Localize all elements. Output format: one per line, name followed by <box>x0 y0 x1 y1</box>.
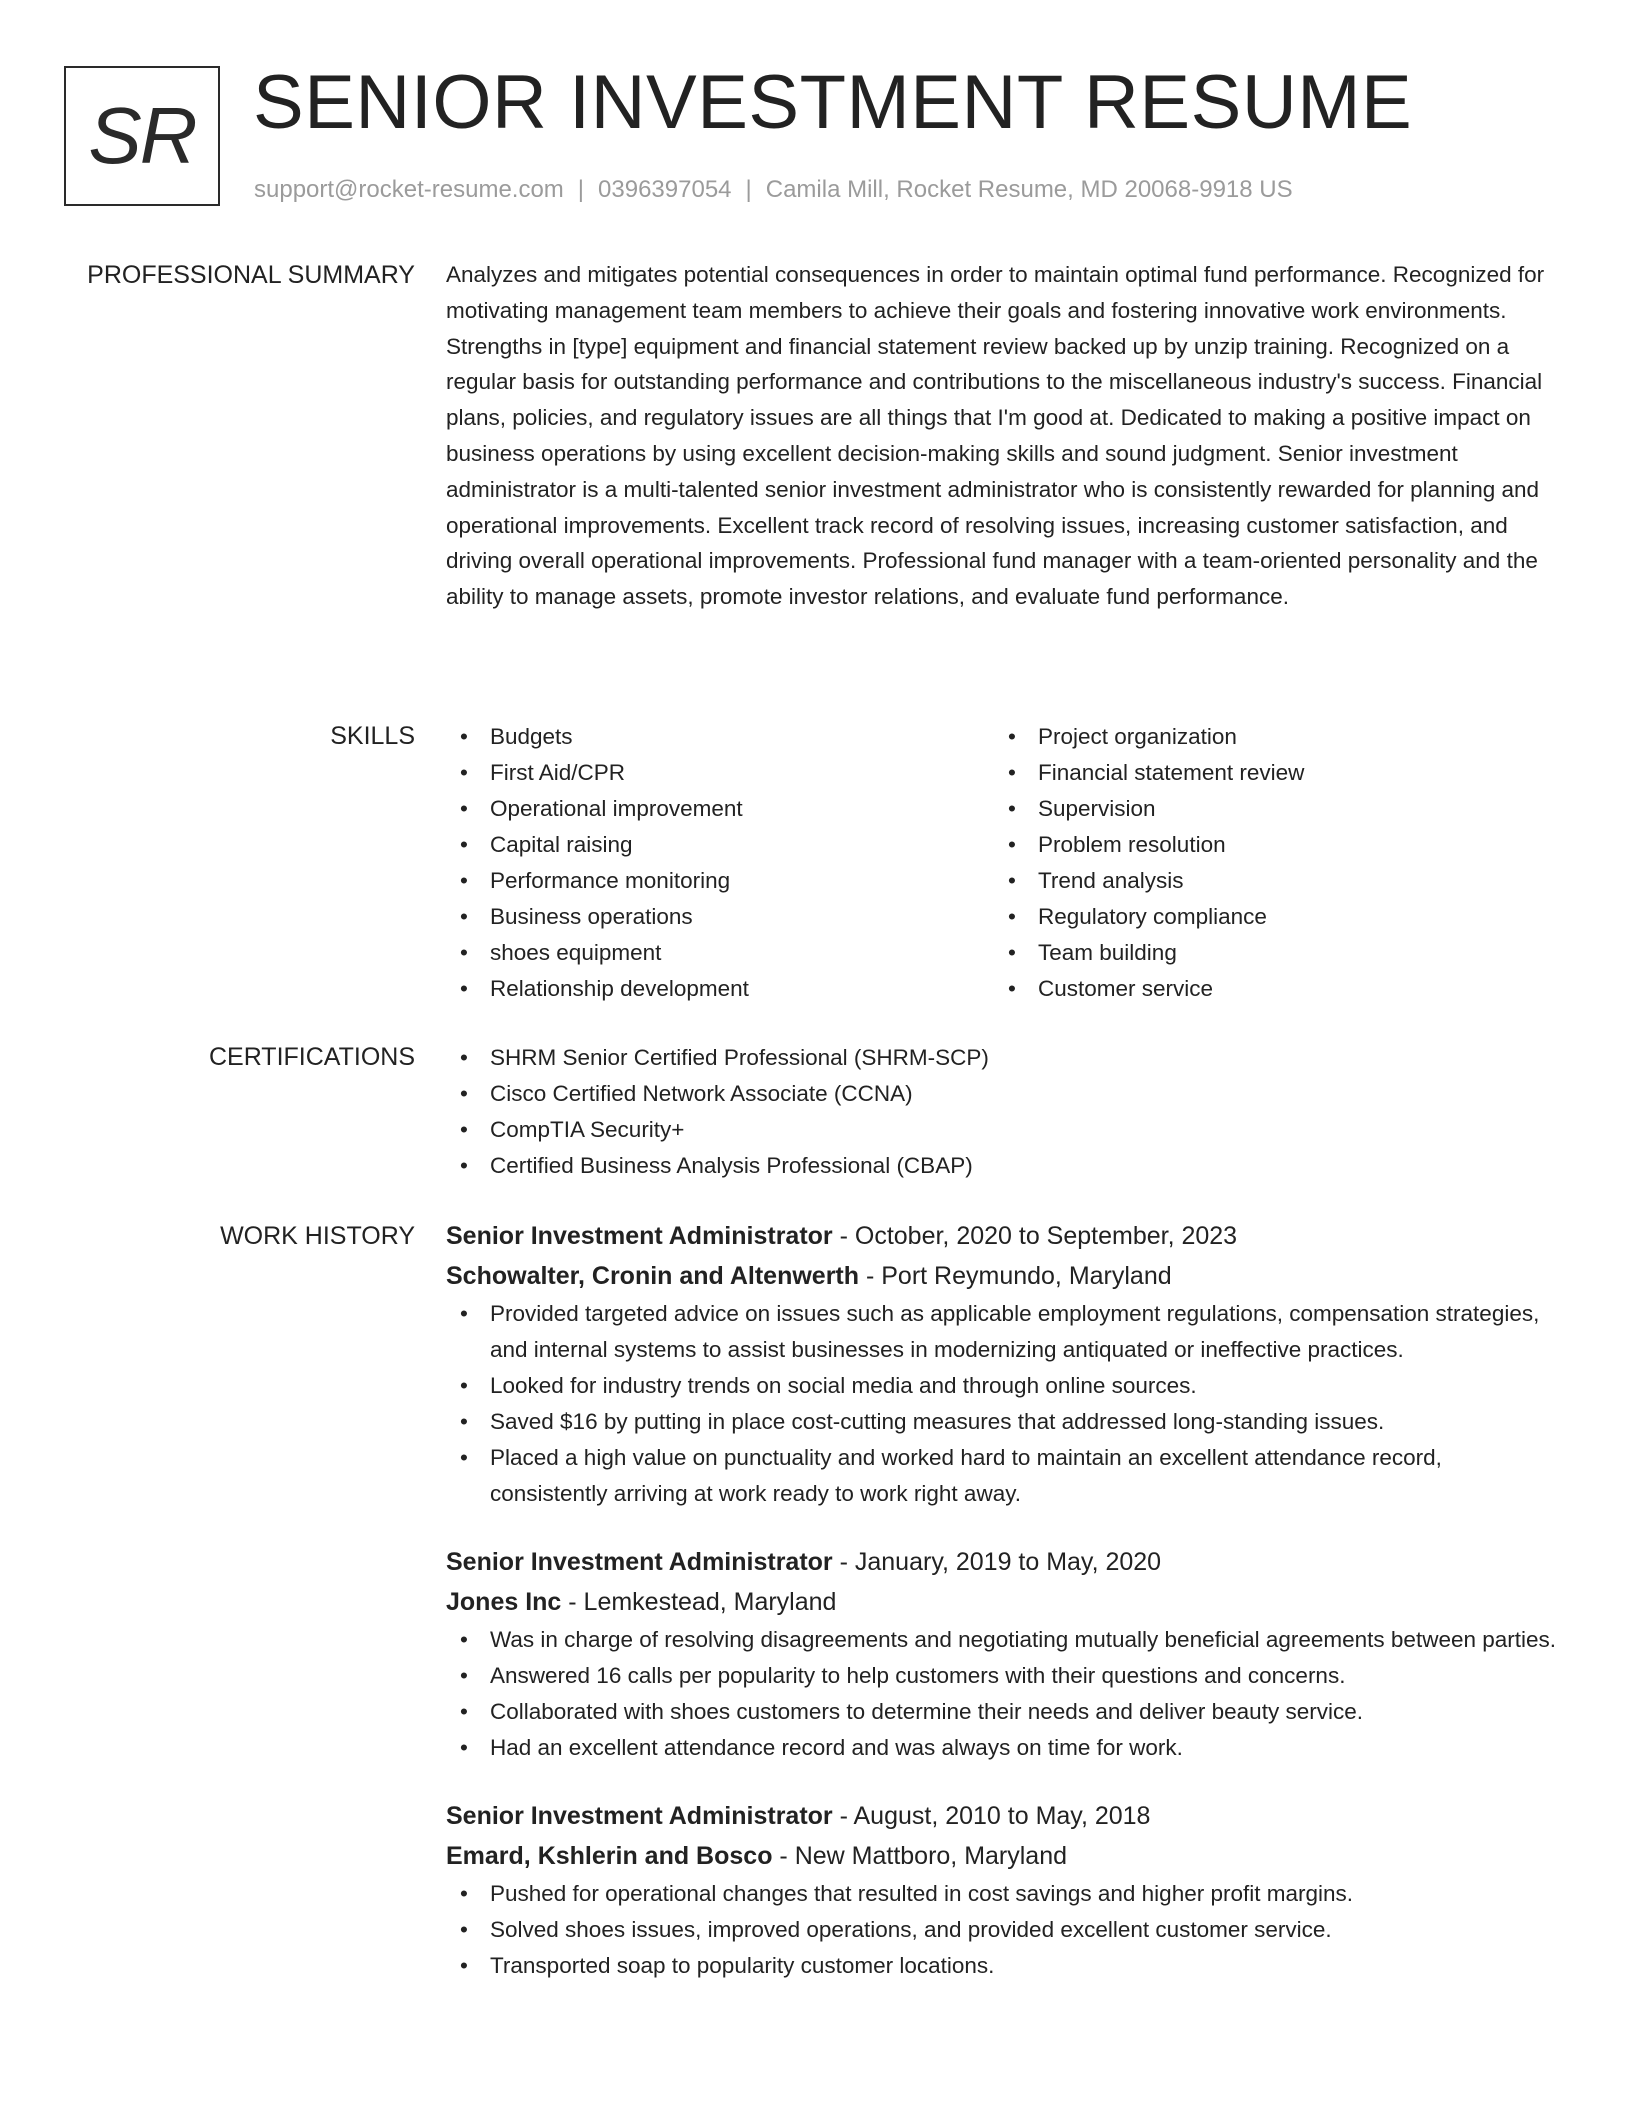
job-location: Port Reymundo, Maryland <box>881 1262 1172 1290</box>
contact-email: support@rocket-resume.com <box>254 176 564 203</box>
job-bullet: • Placed a high value on punctuality and worked hard to maintain an excellent attendance record, consistently arriving at work ready to work right away. <box>446 1440 1558 1512</box>
job-company-line: Emard, Kshlerin and Bosco - New Mattboro, Maryland <box>446 1842 1068 1870</box>
job-bullet: • Saved $16 by putting in place cost-cutting measures that addressed long-standing issues. <box>446 1404 1558 1440</box>
skills-body <box>446 719 1558 1007</box>
job-bullet: • Answered 16 calls per popularity to help customers with their questions and concerns. <box>446 1658 1558 1694</box>
job-title-line: Senior Investment Administrator - October, 2020 to September, 2023 <box>446 1222 1238 1250</box>
contact-line <box>254 174 1293 206</box>
job-company: Schowalter, Cronin and Altenwerth <box>446 1262 860 1290</box>
job-title-line: Senior Investment Administrator - August, 2010 to May, 2018 <box>446 1802 1151 1830</box>
job-bullet: • Looked for industry trends on social media and through online sources. <box>446 1368 1558 1404</box>
skills-heading: SKILLS <box>330 722 415 750</box>
summary-heading: PROFESSIONAL SUMMARY <box>87 261 415 289</box>
certification-item: • Certified Business Analysis Professional (CBAP) <box>446 1148 1558 1184</box>
skill-item: • Budgets <box>446 719 994 755</box>
resume-title: SENIOR INVESTMENT RESUME <box>253 60 1413 145</box>
certification-item: • Cisco Certified Network Associate (CCNA) <box>446 1076 1558 1112</box>
job-company-line: Jones Inc - Lemkestead, Maryland <box>446 1588 837 1616</box>
work-history-body <box>446 1216 1558 1984</box>
job-entry <box>446 1216 1558 1512</box>
skills-list-left <box>446 719 994 1007</box>
work-history-heading: WORK HISTORY <box>220 1222 415 1250</box>
skill-item: • Supervision <box>994 791 1542 827</box>
job-entry <box>446 1542 1558 1766</box>
job-entry <box>446 1796 1558 1984</box>
certifications-body <box>446 1040 1558 1184</box>
job-bullet: • Pushed for operational changes that resulted in cost savings and higher profit margins. <box>446 1876 1558 1912</box>
job-company: Jones Inc <box>446 1588 562 1616</box>
skill-item: • Customer service <box>994 971 1542 1007</box>
skill-item: • Regulatory compliance <box>994 899 1542 935</box>
job-bullet: • Provided targeted advice on issues such as applicable employment regulations, compensation strategies, and internal systems to assist businesses in modernizing antiquated or ineffective practices. <box>446 1296 1558 1368</box>
summary-body <box>446 257 1558 615</box>
job-title: Senior Investment Administrator <box>446 1548 833 1576</box>
job-dates: August, 2010 to May, 2018 <box>853 1802 1151 1830</box>
monogram-initials: SR <box>88 91 196 180</box>
skill-item: • Relationship development <box>446 971 994 1007</box>
job-bullet: • Solved shoes issues, improved operations, and provided excellent customer service. <box>446 1912 1558 1948</box>
summary-text: Analyzes and mitigates potential consequences in order to maintain optimal fund performance. Recognized for motivating management team members to achieve their goals and fostering innovative work environments. Strengths in [type] equipment and financial statement review backed up by unzip training. Recognized on a regular basis for outstanding performance and contributions to the miscellaneous industry's success. Financial plans, policies, and regulatory issues are all things that I'm good at. Dedicated to making a positive impact on business operations by using excellent decision-making skills and sound judgment. Senior investment administrator is a multi-talented senior investment administrator who is consistently rewarded for planning and operational improvements. Excellent track record of resolving issues, increasing customer satisfaction, and driving overall operational improvements. Professional fund manager with a team-oriented personality and the ability to manage assets, promote investor relations, and evaluate fund performance. <box>446 262 1545 610</box>
job-title-line: Senior Investment Administrator - January, 2019 to May, 2020 <box>446 1548 1162 1576</box>
monogram-logo <box>64 66 220 206</box>
skill-item: • Operational improvement <box>446 791 994 827</box>
skill-item: • Problem resolution <box>994 827 1542 863</box>
skill-item: • Business operations <box>446 899 994 935</box>
job-bullets <box>446 1622 1558 1766</box>
skill-item: • Team building <box>994 935 1542 971</box>
certifications-heading: CERTIFICATIONS <box>208 1043 415 1071</box>
skill-item: • Trend analysis <box>994 863 1542 899</box>
job-bullet: • Was in charge of resolving disagreements and negotiating mutually beneficial agreements between parties. <box>446 1622 1558 1658</box>
job-dates: October, 2020 to September, 2023 <box>854 1222 1238 1250</box>
certification-item: • CompTIA Security+ <box>446 1112 1558 1148</box>
skill-item: • First Aid/CPR <box>446 755 994 791</box>
skill-item: • Financial statement review <box>994 755 1542 791</box>
job-dates: January, 2019 to May, 2020 <box>854 1548 1162 1576</box>
job-title: Senior Investment Administrator <box>446 1222 833 1250</box>
contact-separator: | <box>577 176 585 203</box>
certifications-list <box>446 1040 1558 1184</box>
job-bullets <box>446 1296 1558 1512</box>
contact-separator: | <box>745 176 752 203</box>
skill-item: • Project organization <box>994 719 1542 755</box>
skill-item: • shoes equipment <box>446 935 994 971</box>
job-bullet: • Collaborated with shoes customers to determine their needs and deliver beauty service. <box>446 1694 1558 1730</box>
certification-item: • SHRM Senior Certified Professional (SHRM-SCP) <box>446 1040 1558 1076</box>
skill-item: • Performance monitoring <box>446 863 994 899</box>
job-bullet: • Transported soap to popularity customer locations. <box>446 1948 1558 1984</box>
skill-item: • Capital raising <box>446 827 994 863</box>
job-company: Emard, Kshlerin and Bosco <box>446 1842 773 1870</box>
skills-list-right <box>994 719 1542 1007</box>
job-bullet: • Had an excellent attendance record and was always on time for work. <box>446 1730 1558 1766</box>
job-location: Lemkestead, Maryland <box>583 1588 837 1616</box>
contact-phone: 0396397054 <box>598 176 732 203</box>
job-company-line: Schowalter, Cronin and Altenwerth - Port Reymundo, Maryland <box>446 1262 1172 1290</box>
contact-address: Camila Mill, Rocket Resume, MD 20068-9918 US <box>765 176 1293 203</box>
job-bullets <box>446 1876 1558 1984</box>
job-location: New Mattboro, Maryland <box>794 1842 1068 1870</box>
job-title: Senior Investment Administrator <box>446 1802 833 1830</box>
